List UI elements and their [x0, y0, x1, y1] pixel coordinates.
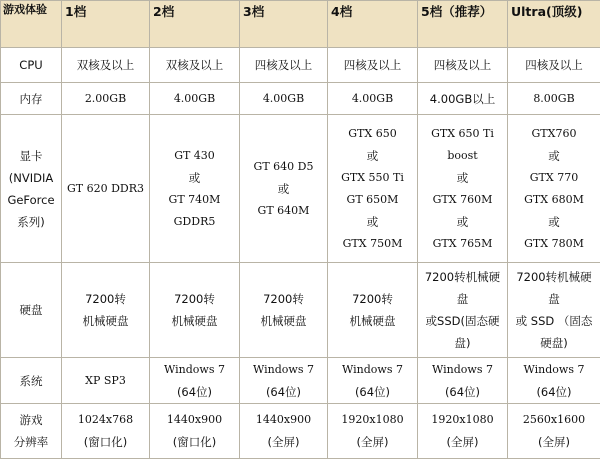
row-label-line: 硬盘	[2, 299, 60, 321]
row-label-os	[1, 358, 62, 404]
cell-line: 1920x1080	[329, 409, 416, 431]
cell-line: (64位)	[419, 381, 506, 403]
cell-line: 或	[329, 145, 416, 167]
row-label-line: CPU	[2, 54, 60, 76]
row-os	[1, 358, 600, 404]
cell-line: 或	[419, 211, 506, 233]
row-label-memory	[1, 83, 62, 115]
cell-line: 8.00GB	[509, 88, 599, 110]
cell-line: GTX 770	[509, 167, 599, 189]
cell-line: GTX 760M	[419, 189, 506, 211]
row-label-line: 游戏	[2, 409, 60, 431]
row-label-resolution	[1, 404, 62, 459]
cell-resolution-tier-ultra	[508, 404, 600, 459]
cell-line: 或 SSD （固态	[509, 310, 599, 332]
row-label-line: 内存	[2, 88, 60, 110]
cell-memory-tier-1	[62, 83, 150, 115]
cell-memory-tier-5	[418, 83, 508, 115]
cell-line: GTX 765M	[419, 233, 506, 255]
cell-line: 7200转机械硬	[509, 266, 599, 288]
cell-line: Windows 7	[419, 359, 506, 381]
header-cell-tier-1: 1档	[62, 1, 150, 48]
cell-line: (窗口化)	[151, 431, 238, 453]
cell-line: 盘	[509, 288, 599, 310]
cell-line: 机械硬盘	[151, 310, 238, 332]
cell-gpu-tier-4	[328, 115, 418, 263]
cell-cpu-tier-3	[240, 48, 328, 83]
cell-line: GT 650M	[329, 189, 416, 211]
cell-line: Windows 7	[509, 359, 599, 381]
cell-storage-tier-4	[328, 263, 418, 358]
cell-line: GT 430	[151, 145, 238, 167]
header-cell-tier-4: 4档	[328, 1, 418, 48]
header-cell-tier-5: 5档（推荐）	[418, 1, 508, 48]
cell-line: (64位)	[329, 381, 416, 403]
cell-line: 4.00GB	[241, 88, 326, 110]
cell-line: 盘)	[419, 332, 506, 354]
cell-storage-tier-5	[418, 263, 508, 358]
cell-line: 双核及以上	[63, 54, 148, 76]
cell-line: 4.00GB以上	[419, 88, 506, 110]
row-label-cpu	[1, 48, 62, 83]
cell-line: GDDR5	[151, 211, 238, 233]
cell-line: GTX 650	[329, 123, 416, 145]
cell-line: GTX 550 Ti	[329, 167, 416, 189]
cell-line: (全屏)	[509, 431, 599, 453]
cell-line: GT 620 DDR3	[63, 178, 148, 200]
cell-line: GTX 680M	[509, 189, 599, 211]
header-cell-tier-ultra: Ultra(顶级)	[508, 1, 600, 48]
row-label-line: 分辨率	[2, 431, 60, 453]
cell-line: (全屏)	[329, 431, 416, 453]
cell-line: GTX 780M	[509, 233, 599, 255]
header-row	[1, 1, 600, 48]
cell-line: GTX 750M	[329, 233, 416, 255]
row-label-line: 系列)	[2, 211, 60, 233]
cell-storage-tier-3	[240, 263, 328, 358]
row-gpu	[1, 115, 600, 263]
cell-line: boost	[419, 145, 506, 167]
cell-storage-tier-1	[62, 263, 150, 358]
row-label-gpu	[1, 115, 62, 263]
cell-resolution-tier-1	[62, 404, 150, 459]
cell-os-tier-5	[418, 358, 508, 404]
cell-cpu-tier-ultra	[508, 48, 600, 83]
cell-line: GT 640M	[241, 200, 326, 222]
cell-line: 7200转	[329, 288, 416, 310]
cell-resolution-tier-4	[328, 404, 418, 459]
cell-gpu-tier-1	[62, 115, 150, 263]
cell-line: (64位)	[509, 381, 599, 403]
cell-line: (64位)	[151, 381, 238, 403]
cell-line: 或SSD(固态硬	[419, 310, 506, 332]
cell-resolution-tier-3	[240, 404, 328, 459]
cell-gpu-tier-5	[418, 115, 508, 263]
header-cell-tier-2: 2档	[150, 1, 240, 48]
row-label-line: 显卡	[2, 145, 60, 167]
row-label-storage	[1, 263, 62, 358]
cell-line: (全屏)	[419, 431, 506, 453]
cell-cpu-tier-4	[328, 48, 418, 83]
cell-line: 四核及以上	[329, 54, 416, 76]
cell-os-tier-4	[328, 358, 418, 404]
row-label-line: 系统	[2, 370, 60, 392]
cell-line: 或	[509, 145, 599, 167]
cell-line: 或	[509, 211, 599, 233]
cell-resolution-tier-5	[418, 404, 508, 459]
cell-line: 或	[329, 211, 416, 233]
cell-resolution-tier-2	[150, 404, 240, 459]
cell-line: 机械硬盘	[63, 310, 148, 332]
cell-gpu-tier-ultra	[508, 115, 600, 263]
cell-line: 机械硬盘	[241, 310, 326, 332]
cell-gpu-tier-2	[150, 115, 240, 263]
cell-line: 2.00GB	[63, 88, 148, 110]
cell-line: 机械硬盘	[329, 310, 416, 332]
cell-line: 1920x1080	[419, 409, 506, 431]
row-label-line: (NVIDIA	[2, 167, 60, 189]
cell-line: 7200转	[63, 288, 148, 310]
header-cell-tier-3: 3档	[240, 1, 328, 48]
cell-line: 4.00GB	[151, 88, 238, 110]
cell-line: 或	[419, 167, 506, 189]
cell-line: 1024x768	[63, 409, 148, 431]
cell-line: (64位)	[241, 381, 326, 403]
cell-memory-tier-ultra	[508, 83, 600, 115]
cell-line: 7200转机械硬	[419, 266, 506, 288]
row-memory	[1, 83, 600, 115]
cell-memory-tier-4	[328, 83, 418, 115]
cell-line: 四核及以上	[241, 54, 326, 76]
cell-line: 或	[241, 178, 326, 200]
cell-line: 1440x900	[241, 409, 326, 431]
cell-line: GTX 650 Ti	[419, 123, 506, 145]
cell-line: XP SP3	[63, 370, 148, 392]
cell-line: GT 740M	[151, 189, 238, 211]
cell-line: 四核及以上	[509, 54, 599, 76]
cell-gpu-tier-3	[240, 115, 328, 263]
cell-storage-tier-2	[150, 263, 240, 358]
cell-line: 硬盘)	[509, 332, 599, 354]
row-label-line: GeForce	[2, 189, 60, 211]
cell-line: (全屏)	[241, 431, 326, 453]
cell-os-tier-ultra	[508, 358, 600, 404]
cell-line: 7200转	[241, 288, 326, 310]
cell-line: 四核及以上	[419, 54, 506, 76]
cell-line: 双核及以上	[151, 54, 238, 76]
cell-memory-tier-3	[240, 83, 328, 115]
cell-line: 1440x900	[151, 409, 238, 431]
cell-line: GTX760	[509, 123, 599, 145]
row-resolution	[1, 404, 600, 459]
cell-memory-tier-2	[150, 83, 240, 115]
row-storage	[1, 263, 600, 358]
cell-cpu-tier-2	[150, 48, 240, 83]
cell-cpu-tier-1	[62, 48, 150, 83]
cell-line: GT 640 D5	[241, 156, 326, 178]
cell-line: Windows 7	[151, 359, 238, 381]
spec-table-body	[1, 1, 600, 459]
cell-line: Windows 7	[329, 359, 416, 381]
cell-line: 盘	[419, 288, 506, 310]
cell-line: 4.00GB	[329, 88, 416, 110]
cell-os-tier-3	[240, 358, 328, 404]
row-cpu	[1, 48, 600, 83]
cell-line: Windows 7	[241, 359, 326, 381]
cell-line: (窗口化)	[63, 431, 148, 453]
cell-line: 7200转	[151, 288, 238, 310]
header-cell-corner: 游戏体验	[1, 1, 62, 48]
cell-os-tier-1	[62, 358, 150, 404]
cell-os-tier-2	[150, 358, 240, 404]
cell-storage-tier-ultra	[508, 263, 600, 358]
cell-line: 2560x1600	[509, 409, 599, 431]
cell-cpu-tier-5	[418, 48, 508, 83]
cell-line: 或	[151, 167, 238, 189]
